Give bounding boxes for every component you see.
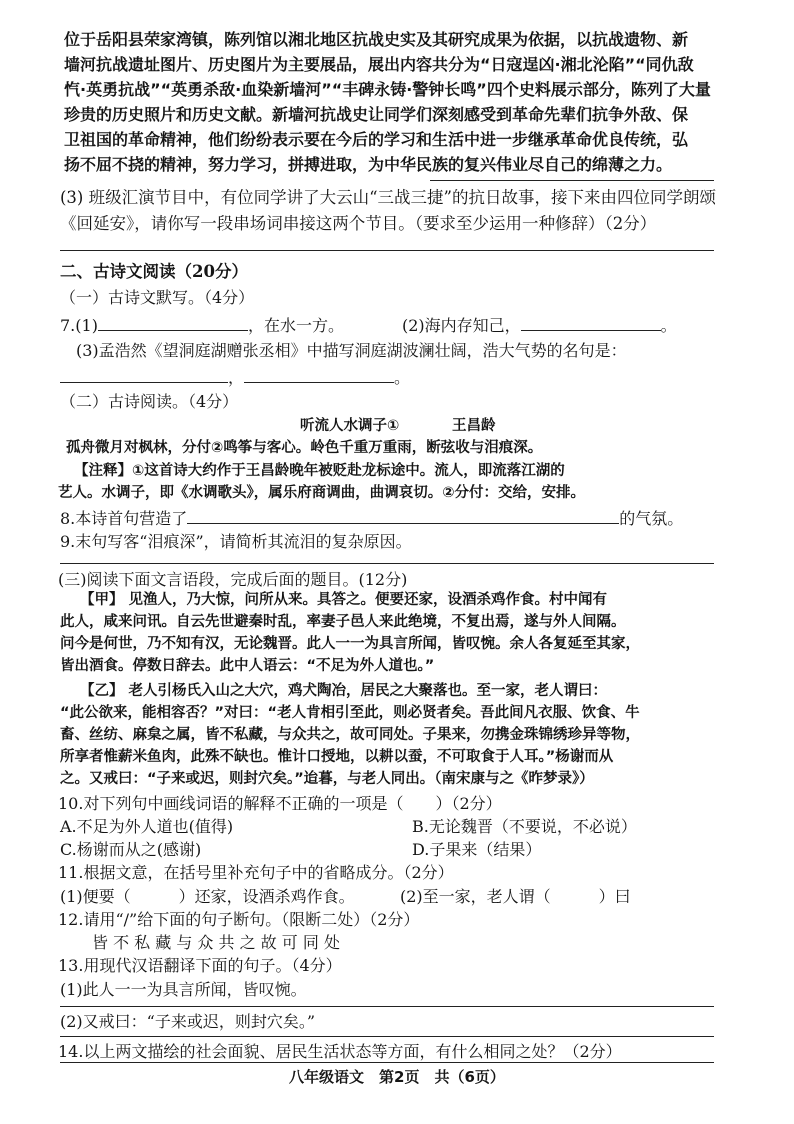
option-b[interactable]: B.无论魏晋（不要说，不必说） bbox=[412, 817, 637, 836]
passage-line: 此人，咸来问讯。自云先世避秦时乱，率妻子邑人来此绝境，不复出焉，遂与外人间隔。 bbox=[60, 614, 626, 630]
question-14: 14.以上两文描绘的社会面貌、居民生活状态等方面，有什么相同之处？（2分） bbox=[58, 1042, 622, 1061]
intro-line: 扬不屈不挠的精神，努力学习，拼搏进取，为中华民族的复兴伟业尽自己的绵薄之力。 bbox=[64, 155, 673, 174]
question-11: 11.根据文意，在括号里补充句子中的省略成分。（2分） bbox=[58, 863, 454, 882]
question-7-3: (3)孟浩然《望洞庭湖赠张丞相》中描写洞庭湖波澜壮阔，浩大气势的名句是： bbox=[76, 341, 627, 360]
intro-line: 珍贵的历史照片和历史文献。新墙河抗战史让同学们深刻感受到革命先辈们抗争外敌、保 bbox=[64, 105, 689, 124]
question-13: 13.用现代汉语翻译下面的句子。（4分） bbox=[58, 956, 342, 975]
intro-line: 位于岳阳县荣家湾镇，陈列馆以湘北地区抗战史实及其研究成果为依据，以抗战遗物、新 bbox=[64, 30, 689, 49]
poem-note-line: 艺人。水调子，即《水调歌头》，属乐府商调曲，曲调哀切。②分付：交给，安排。 bbox=[58, 485, 586, 501]
answer-blank[interactable] bbox=[98, 314, 248, 331]
poem-text: 孤舟微月对枫林，分付②鸣筝与客心。岭色千重万重雨，断弦收与泪痕深。 bbox=[66, 440, 543, 456]
question-12: 12.请用“/”给下面的句子断句。（限断二处）（2分） bbox=[58, 910, 420, 929]
question-9: 9.末句写客“泪痕深”，请简析其流泪的复杂原因。 bbox=[60, 532, 412, 551]
answer-line[interactable] bbox=[60, 250, 714, 251]
option-a[interactable]: A.不足为外人道也(值得) bbox=[60, 817, 234, 836]
answer-line[interactable] bbox=[60, 1062, 714, 1063]
passage-line: 问今是何世，乃不知有汉，无论魏晋。此人一一为具言所闻，皆叹惋。余人各复延至其家， bbox=[60, 636, 640, 652]
answer-blank[interactable] bbox=[187, 507, 619, 524]
question-8 bbox=[60, 507, 683, 528]
answer-line[interactable] bbox=[430, 180, 714, 181]
intro-line: 卫祖国的革命精神，他们纷纷表示要在今后的学习和生活中进一步继承革命优良传统，弘 bbox=[64, 130, 689, 149]
passage-line: 皆出酒食。停数日辞去。此中人语云：“不足为外人道也。” bbox=[60, 658, 435, 674]
section-2-title: 二、古诗文阅读（20分） bbox=[60, 262, 248, 281]
poem-author: 王昌龄 bbox=[452, 418, 496, 434]
question-8-text: 8.本诗首句营造了 bbox=[60, 509, 188, 528]
question-7-2-end: 。 bbox=[660, 316, 677, 335]
passage-line: 【乙】 老人引杨氏入山之大穴，鸡犬陶冶，居民之大聚落也。至一家，老人谓曰： bbox=[80, 683, 608, 699]
question-3-line-2: 《回延安》，请你写一段串场词串接这两个节目。（要求至少运用一种修辞）（2分） bbox=[60, 214, 657, 233]
passage-line: 所享者惟薪米鱼肉，此殊不缺也。惟计口授地，以耕以蚕，不可取食于人耳。”杨谢而从 bbox=[60, 749, 614, 765]
section-2-sub-1: （一）古诗文默写。（4分） bbox=[60, 288, 255, 307]
question-12-sentence: 皆 不 私 藏 与 众 共 之 故 可 同 处 bbox=[92, 933, 340, 952]
section-2-sub-2: （二）古诗阅读。（4分） bbox=[60, 392, 239, 411]
poem-title: 听流人水调子① bbox=[300, 418, 400, 434]
comma: ， bbox=[228, 368, 245, 387]
intro-line: 墙河抗战遗址图片、历史图片为主要展品，展出内容共分为“日寇逞凶·湘北沦陷”“同仇敌 bbox=[64, 55, 694, 74]
question-3-line-1: (3) 班级汇演节目中，有位同学讲了大云山“三战三捷”的抗日故事，接下来由四位同学朗颂 bbox=[60, 188, 716, 207]
question-7-2 bbox=[402, 314, 677, 335]
question-7-1 bbox=[60, 314, 344, 335]
answer-line[interactable] bbox=[60, 563, 714, 564]
page-footer: 八年级语文 第2页 共（6页） bbox=[289, 1068, 505, 1086]
option-d[interactable]: D.子果来（结果） bbox=[412, 840, 542, 859]
passage-line: “此公欲来，能相容否？”对曰：“老人肯相引至此，则必贤者矣。吾此间凡衣服、饮食、牛 bbox=[60, 705, 640, 721]
section-3-title: (三)阅读下面文言语段，完成后面的题目。(12分) bbox=[58, 570, 408, 589]
answer-blank[interactable] bbox=[521, 314, 661, 331]
passage-line: 之。又戒曰：“子来或迟，则封穴矣。”迨暮，与老人同出。（南宋康与之《昨梦录》） bbox=[60, 771, 594, 787]
answer-line[interactable] bbox=[60, 1006, 714, 1007]
question-11-part-1: (1)便要（ ）还家，设酒杀鸡作食。 bbox=[60, 887, 355, 906]
question-11-part-2: (2)至一家，老人谓（ ）曰 bbox=[400, 887, 631, 906]
poem-note-line: 【注释】①这首诗大约作于王昌龄晚年被贬赴龙标途中。流人，即流落江湖的 bbox=[74, 463, 565, 479]
passage-line: 畜、丝纺、麻枲之属，皆不私藏，与众共之，故可同处。子果来，勿携金珠锦绣珍异等物， bbox=[60, 727, 640, 743]
question-7-1-text: ，在水一方。 bbox=[247, 316, 344, 335]
question-13-sentence-2: (2)又戒曰：“子来或迟，则封穴矣。” bbox=[60, 1012, 316, 1031]
period: 。 bbox=[394, 368, 411, 387]
question-8-suffix: 的气氛。 bbox=[619, 509, 684, 528]
question-10: 10.对下列句中画线词语的解释不正确的一项是（ ）（2分） bbox=[58, 794, 502, 813]
passage-line: 【甲】 见渔人，乃大惊，问所从来。具答之。便要还家，设酒杀鸡作食。村中闻有 bbox=[80, 592, 608, 608]
answer-blank[interactable] bbox=[60, 366, 228, 383]
question-7-1-number: 7.(1) bbox=[60, 316, 98, 335]
question-7-3-blanks bbox=[60, 366, 410, 387]
question-7-2-text: (2)海内存知己， bbox=[402, 316, 521, 335]
option-c[interactable]: C.杨谢而从之(感谢) bbox=[60, 840, 202, 859]
question-13-sentence-1: (1)此人一一为具言所闻，皆叹惋。 bbox=[60, 980, 307, 999]
answer-blank[interactable] bbox=[244, 366, 394, 383]
answer-line[interactable] bbox=[60, 1036, 714, 1037]
intro-line: 忾·英勇抗战”“英勇杀敌·血染新墙河”“丰碑永铸·警钟长鸣”四个史料展示部分，陈列了大量 bbox=[64, 80, 711, 99]
